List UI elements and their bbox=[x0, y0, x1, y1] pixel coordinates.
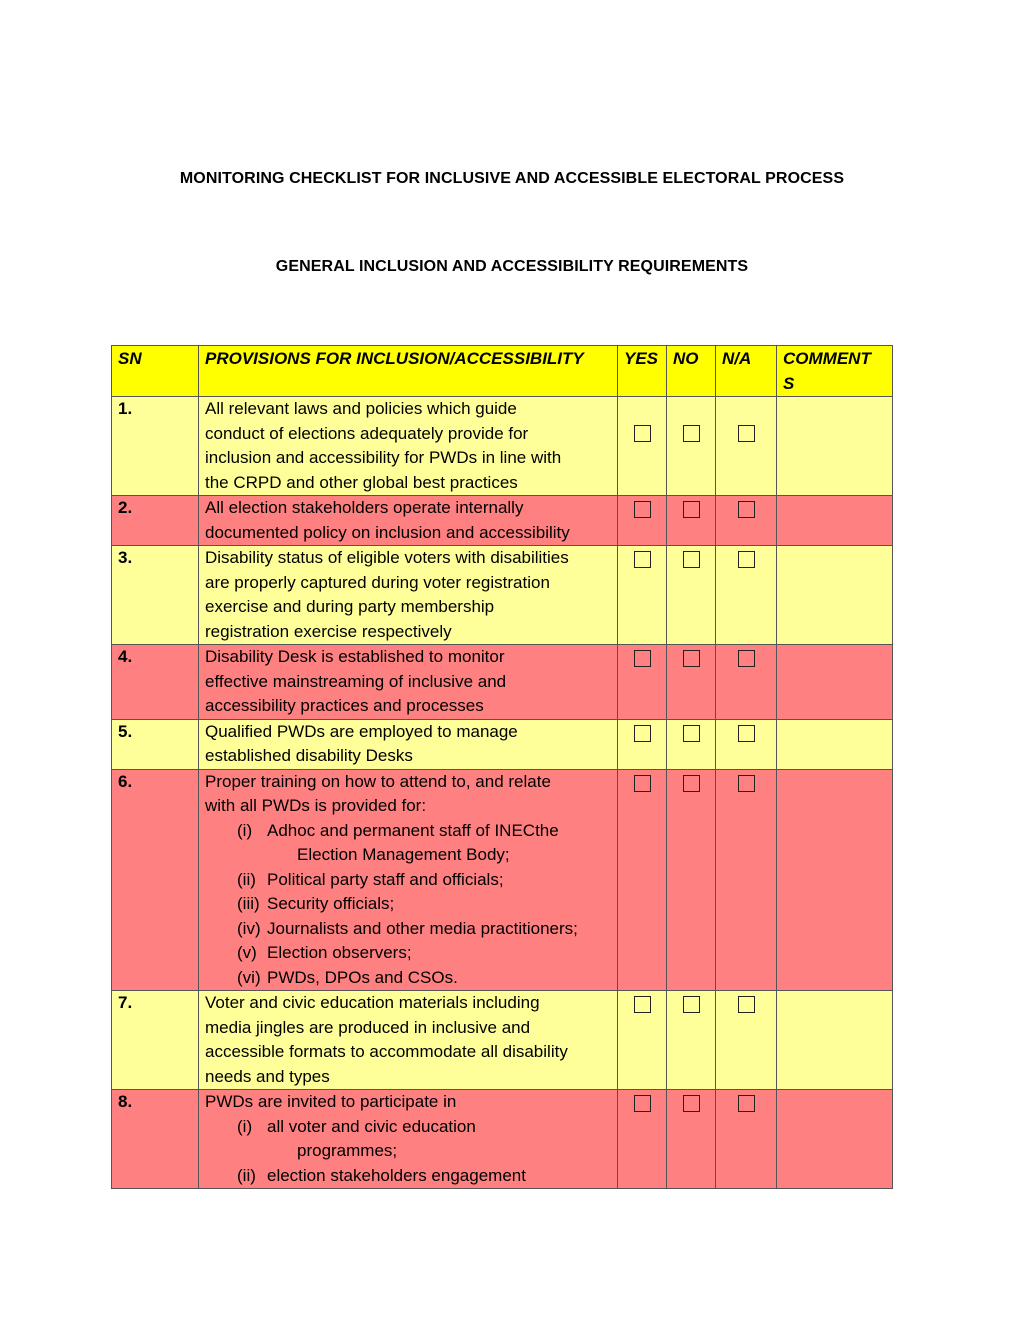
table-header-row bbox=[112, 346, 893, 397]
provision-line: Disability status of eligible voters with disabilities bbox=[205, 548, 569, 567]
provision-line: media jingles are produced in inclusive and bbox=[205, 1017, 531, 1037]
no-checkbox[interactable] bbox=[683, 725, 700, 742]
sub-item bbox=[205, 1115, 611, 1140]
provision-line: Disability Desk is established to monitor bbox=[205, 647, 505, 666]
sub-item-text: Adhoc and permanent staff of INECthe bbox=[267, 820, 559, 840]
provision-line: the CRPD and other global best practices bbox=[205, 472, 518, 492]
comments-cell[interactable] bbox=[777, 645, 893, 720]
comments-cell[interactable] bbox=[777, 719, 893, 769]
comments-cell[interactable] bbox=[777, 546, 893, 645]
na-cell bbox=[716, 1090, 777, 1189]
sub-item-text: election stakeholders engagement bbox=[267, 1165, 526, 1185]
comments-cell[interactable] bbox=[777, 397, 893, 496]
table-row bbox=[112, 719, 893, 769]
sub-item-text: all voter and civic education bbox=[267, 1116, 476, 1136]
sub-item bbox=[205, 1164, 611, 1189]
comments-cell[interactable] bbox=[777, 769, 893, 991]
yes-cell bbox=[618, 769, 667, 991]
row-number: 1. bbox=[112, 397, 199, 496]
provision-line: registration exercise respectively bbox=[205, 621, 452, 641]
table-row bbox=[112, 546, 893, 645]
provision-line: All election stakeholders operate internally bbox=[205, 498, 524, 517]
sub-item-number: (iii) bbox=[237, 894, 260, 913]
yes-cell bbox=[618, 546, 667, 645]
sub-item-number: (vi) bbox=[237, 967, 261, 987]
sub-item bbox=[205, 941, 611, 966]
provision-line: needs and types bbox=[205, 1066, 330, 1086]
yes-cell bbox=[618, 1090, 667, 1189]
row-number: 7. bbox=[112, 991, 199, 1090]
yes-cell bbox=[618, 397, 667, 496]
sub-item bbox=[205, 966, 611, 991]
provision-line: established disability Desks bbox=[205, 746, 413, 765]
checklist-table bbox=[111, 345, 893, 1189]
row-number: 6. bbox=[112, 769, 199, 991]
no-cell bbox=[667, 719, 716, 769]
na-cell bbox=[716, 991, 777, 1090]
row-number: 3. bbox=[112, 546, 199, 645]
table-row bbox=[112, 496, 893, 546]
no-checkbox[interactable] bbox=[683, 501, 700, 518]
na-cell bbox=[716, 645, 777, 720]
provision-line: conduct of elections adequately provide for bbox=[205, 423, 529, 443]
na-cell bbox=[716, 397, 777, 496]
na-cell bbox=[716, 546, 777, 645]
na-cell bbox=[716, 496, 777, 546]
yes-cell bbox=[618, 719, 667, 769]
sub-item-continuation: Election Management Body; bbox=[297, 845, 510, 864]
row-number: 8. bbox=[112, 1090, 199, 1189]
no-checkbox[interactable] bbox=[683, 425, 700, 442]
sub-item-continuation: programmes; bbox=[297, 1141, 398, 1160]
table-row bbox=[112, 397, 893, 496]
yes-checkbox[interactable] bbox=[634, 1095, 651, 1112]
yes-checkbox[interactable] bbox=[634, 996, 651, 1013]
no-cell bbox=[667, 496, 716, 546]
yes-cell bbox=[618, 645, 667, 720]
document-title: MONITORING CHECKLIST FOR INCLUSIVE AND ACCESSIBLE ELECTORAL PROCESS bbox=[179, 170, 845, 187]
header-comments bbox=[777, 346, 893, 397]
yes-checkbox[interactable] bbox=[634, 551, 651, 568]
provision-line: accessibility practices and processes bbox=[205, 696, 484, 715]
table-row bbox=[112, 991, 893, 1090]
provision-text bbox=[199, 769, 618, 991]
comments-cell[interactable] bbox=[777, 496, 893, 546]
provision-text bbox=[199, 1090, 618, 1189]
table-row bbox=[112, 1090, 893, 1189]
sub-item-text: Political party staff and officials; bbox=[267, 869, 504, 889]
header-sn: SN bbox=[112, 346, 199, 397]
provision-line: PWDs are invited to participate in bbox=[205, 1092, 457, 1111]
sub-item-number: (iv) bbox=[237, 918, 261, 938]
na-cell bbox=[716, 769, 777, 991]
no-checkbox[interactable] bbox=[683, 775, 700, 792]
provision-text bbox=[199, 496, 618, 546]
comments-cell[interactable] bbox=[777, 991, 893, 1090]
provision-line: Proper training on how to attend to, and relate bbox=[205, 771, 551, 791]
no-cell bbox=[667, 397, 716, 496]
no-checkbox[interactable] bbox=[683, 996, 700, 1013]
yes-checkbox[interactable] bbox=[634, 650, 651, 667]
sub-item-text: Journalists and other media practitioners; bbox=[267, 918, 578, 938]
header-comments-line2: S bbox=[783, 373, 795, 393]
provision-line: exercise and during party membership bbox=[205, 597, 495, 616]
yes-checkbox[interactable] bbox=[634, 775, 651, 792]
provision-line: with all PWDs is provided for: bbox=[205, 796, 427, 815]
sub-item-number: (ii) bbox=[237, 1165, 256, 1185]
table-row bbox=[112, 769, 893, 991]
sub-item bbox=[205, 868, 611, 893]
na-checkbox[interactable] bbox=[738, 725, 755, 742]
header-provision: PROVISIONS FOR INCLUSION/ACCESSIBILITY bbox=[199, 346, 618, 397]
provision-text bbox=[199, 719, 618, 769]
sub-item-number: (ii) bbox=[237, 869, 256, 889]
na-cell bbox=[716, 719, 777, 769]
provision-line: All relevant laws and policies which guide bbox=[205, 399, 517, 418]
row-number: 5. bbox=[112, 719, 199, 769]
provision-text bbox=[199, 991, 618, 1090]
provision-line: Voter and civic education materials including bbox=[205, 993, 540, 1012]
no-cell bbox=[667, 546, 716, 645]
provision-line: inclusion and accessibility for PWDs in line with bbox=[205, 448, 562, 467]
yes-checkbox[interactable] bbox=[634, 501, 651, 518]
na-checkbox[interactable] bbox=[738, 1095, 755, 1112]
header-comments-line1: COMMENT bbox=[783, 349, 871, 368]
yes-cell bbox=[618, 496, 667, 546]
provision-text bbox=[199, 546, 618, 645]
no-cell bbox=[667, 991, 716, 1090]
yes-checkbox[interactable] bbox=[634, 725, 651, 742]
na-checkbox[interactable] bbox=[738, 551, 755, 568]
no-checkbox[interactable] bbox=[683, 1095, 700, 1112]
no-checkbox[interactable] bbox=[683, 551, 700, 568]
provision-line: documented policy on inclusion and accessibility bbox=[205, 522, 570, 542]
sub-item-text: Security officials; bbox=[267, 894, 395, 913]
yes-cell bbox=[618, 991, 667, 1090]
section-title: GENERAL INCLUSION AND ACCESSIBILITY REQUIREMENTS bbox=[275, 258, 749, 275]
na-checkbox[interactable] bbox=[738, 650, 755, 667]
header-na: N/A bbox=[716, 346, 777, 397]
provision-text bbox=[199, 397, 618, 496]
yes-checkbox[interactable] bbox=[634, 425, 651, 442]
provision-line: Qualified PWDs are employed to manage bbox=[205, 721, 518, 741]
no-checkbox[interactable] bbox=[683, 650, 700, 667]
row-number: 4. bbox=[112, 645, 199, 720]
provision-line: accessible formats to accommodate all disability bbox=[205, 1042, 568, 1061]
sub-item-number: (v) bbox=[237, 943, 257, 962]
header-no: NO bbox=[667, 346, 716, 397]
sub-item-text: PWDs, DPOs and CSOs. bbox=[267, 967, 458, 987]
header-yes: YES bbox=[618, 346, 667, 397]
sub-item bbox=[205, 917, 611, 942]
provision-text bbox=[199, 645, 618, 720]
sub-item-text: Election observers; bbox=[267, 943, 412, 962]
no-cell bbox=[667, 1090, 716, 1189]
comments-cell[interactable] bbox=[777, 1090, 893, 1189]
na-checkbox[interactable] bbox=[738, 425, 755, 442]
na-checkbox[interactable] bbox=[738, 996, 755, 1013]
na-checkbox[interactable] bbox=[738, 501, 755, 518]
no-cell bbox=[667, 645, 716, 720]
provision-line: effective mainstreaming of inclusive and bbox=[205, 671, 507, 691]
na-checkbox[interactable] bbox=[738, 775, 755, 792]
table-row bbox=[112, 645, 893, 720]
no-cell bbox=[667, 769, 716, 991]
sub-item bbox=[205, 819, 611, 844]
sub-item-number: (i) bbox=[237, 820, 253, 840]
sub-item-number: (i) bbox=[237, 1116, 253, 1136]
sub-item bbox=[205, 892, 611, 917]
provision-line: are properly captured during voter registration bbox=[205, 572, 550, 592]
row-number: 2. bbox=[112, 496, 199, 546]
